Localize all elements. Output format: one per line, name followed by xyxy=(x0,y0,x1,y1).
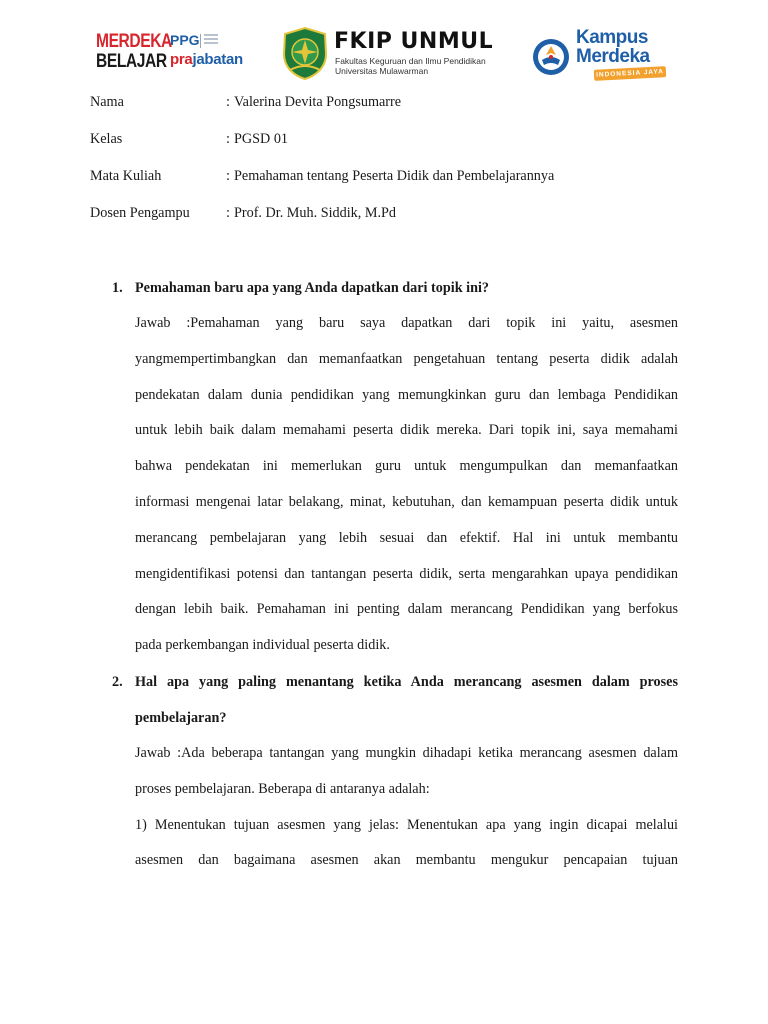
fkip-subtitle-line2: Universitas Mulawarman xyxy=(335,66,429,76)
identity-label: Nama xyxy=(90,94,124,110)
question-line: pembelajaran? xyxy=(135,709,227,726)
ppg-text: PPG xyxy=(170,32,200,48)
ministry-mark-icon xyxy=(204,34,218,48)
answer-point-line: asesmen dan bagaimana asesmen akan membantu mengukur pencapaian tujuan xyxy=(135,852,678,869)
identity-colon: : xyxy=(226,205,230,221)
merdeka-belajar-ppg-logo xyxy=(96,32,256,76)
answer-point-line: 1) Menentukan tujuan asesmen yang jelas: Menentukan apa yang ingin dicapai melalui xyxy=(135,816,678,833)
answer-line: Jawab :Ada beberapa tantangan yang mungkin dihadapi ketika merancang asesmen dalam xyxy=(135,744,678,761)
identity-row-nama xyxy=(90,91,710,128)
question-2 xyxy=(0,664,678,736)
answer-line: yangmempertimbangkan dan memanfaatkan pengetahuan tentang peserta didik adalah xyxy=(135,350,678,367)
answer-1 xyxy=(135,306,678,664)
merdeka-text: Merdeka xyxy=(576,46,650,67)
merdeka-belajar-wordmark xyxy=(96,32,172,72)
answer-line: bahwa pendekatan ini memerlukan guru untuk mengumpulkan dan memanfaatkan xyxy=(135,458,678,475)
answer-line: dengan lebih baik. Pemahaman ini penting dalam merancang Pendidikan yang berfokus xyxy=(135,601,678,618)
document-header xyxy=(0,24,768,86)
answer-line: pada perkembangan individual peserta didik. xyxy=(135,637,390,654)
identity-row-kelas xyxy=(90,128,710,165)
answer-line: proses pembelajaran. Beberapa di antaranya adalah: xyxy=(135,780,430,797)
tut-wuri-handayani-icon xyxy=(532,38,570,76)
identity-label: Dosen Pengampu xyxy=(90,205,190,221)
identity-value: Valerina Devita Pongsumarre xyxy=(234,94,402,110)
belajar-text: BELAJAR xyxy=(96,51,167,72)
question-text: Pemahaman baru apa yang Anda dapatkan dari topik ini? xyxy=(135,280,489,296)
answer-line: mengidentifikasi potensi dan tantangan peserta didik, serta mengarahkan upaya pendidikan xyxy=(135,565,678,582)
kampus-text: Kampus xyxy=(576,27,648,48)
identity-row-dosen xyxy=(90,202,710,239)
fkip-subtitle-line1: Fakultas Keguruan dan Ilmu Pendidikan xyxy=(335,56,486,66)
question-1 xyxy=(0,270,678,306)
answer-line: pendekatan dalam dunia pendidikan yang memungkinkan guru dan lembaga Pendidikan xyxy=(135,386,678,403)
identity-colon: : xyxy=(226,94,230,110)
unmul-emblem-icon xyxy=(280,26,330,80)
indonesia-jaya-band: INDONESIA JAYA xyxy=(594,66,666,81)
prajabatan-suffix: jabatan xyxy=(192,51,243,68)
identity-value: Pemahaman tentang Peserta Didik dan Pembelajarannya xyxy=(234,168,555,184)
question-line: Hal apa yang paling menantang ketika Anda merancang asesmen dalam proses xyxy=(135,673,678,690)
document-body xyxy=(0,270,768,879)
answer-line: merancang pembelajaran yang lebih sesuai dan efektif. Hal ini untuk membantu xyxy=(135,529,678,546)
logo-separator xyxy=(200,34,201,48)
identity-block xyxy=(90,91,710,239)
identity-value: PGSD 01 xyxy=(234,131,289,147)
identity-label: Kelas xyxy=(90,131,123,147)
question-number: 2. xyxy=(112,673,123,690)
question-number: 1. xyxy=(112,280,123,296)
identity-colon: : xyxy=(226,168,230,184)
fkip-unmul-title: FKIP UNMUL xyxy=(334,29,494,54)
question-text xyxy=(135,664,678,736)
identity-colon: : xyxy=(226,131,230,147)
answer-line: Jawab :Pemahaman yang baru saya dapatkan dari topik ini yaitu, asesmen xyxy=(135,315,678,331)
identity-row-mata-kuliah xyxy=(90,165,710,202)
answer-2 xyxy=(135,736,678,879)
answer-line: untuk lebih baik dalam memahami peserta didik mereka. Dari topik ini, saya memahami xyxy=(135,422,678,439)
identity-value: Prof. Dr. Muh. Siddik, M.Pd xyxy=(234,205,396,221)
merdeka-text: MERDEKA xyxy=(96,31,172,52)
kampus-merdeka-wordmark xyxy=(576,28,650,66)
identity-label: Mata Kuliah xyxy=(90,168,162,184)
answer-line: informasi mengenai latar belakang, minat, kebutuhan, dan kemampuan peserta didik untuk xyxy=(135,493,678,510)
prajabatan-prefix: pra xyxy=(170,51,193,68)
prajabatan-text xyxy=(170,51,243,69)
fkip-subtitle xyxy=(335,56,486,76)
